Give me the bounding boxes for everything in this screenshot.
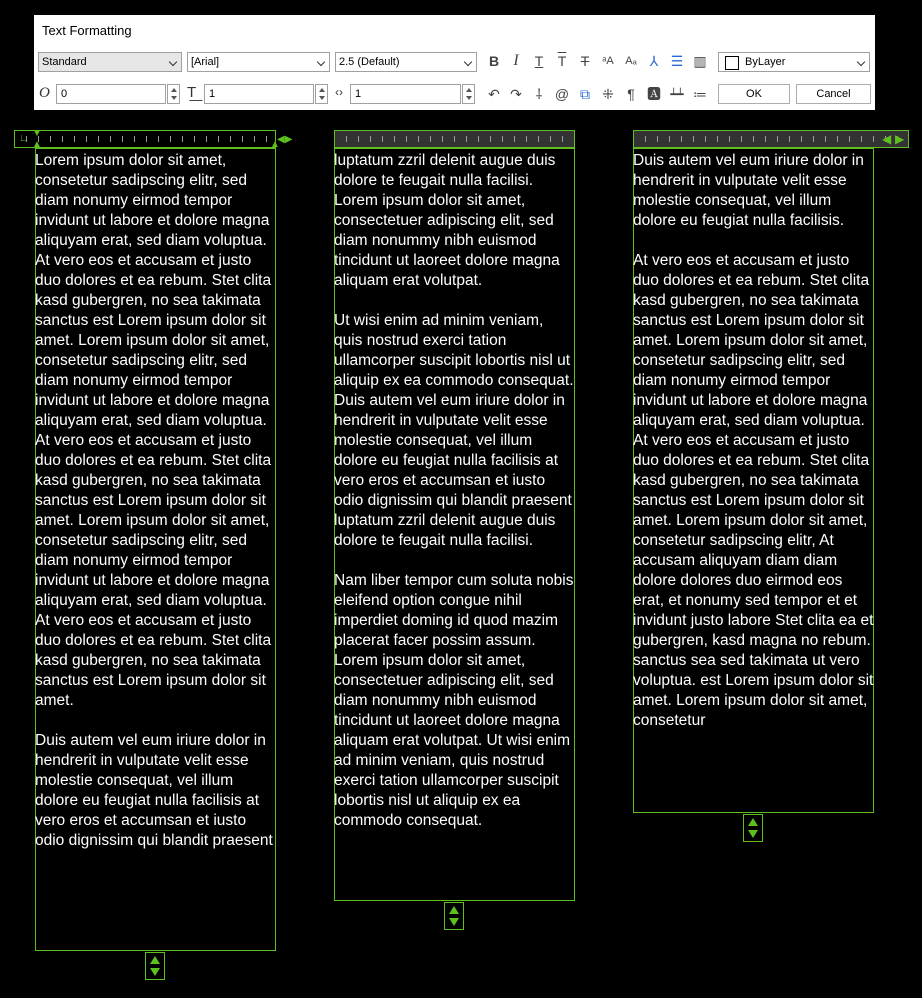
arrow-right-icon[interactable]: ▶ <box>895 132 905 146</box>
width-factor-icon: ‹› <box>335 85 343 99</box>
chevron-down-icon <box>464 58 472 66</box>
font-dropdown[interactable] <box>187 52 330 72</box>
style-value: Standard <box>42 56 87 68</box>
column-1-text[interactable]: Lorem ipsum dolor sit amet, consetetur sadipscing elitr, sed diam nonumy eirmod tempor invidunt ut labore et dolore magna aliquyam erat, sed diam voluptua. At vero eos et accusam et justo duo dolores et ea rebum. Stet clita kasd gubergren, no sea takimata sanctus est Lorem ipsum dolor sit amet. Lorem ipsum dolor sit amet, consetetur sadipscing elitr, sed diam nonumy eirmod tempor invidunt ut labore et dolore magna aliquyam erat, sed diam voluptua. At vero eos et accusam et justo duo dolores et ea rebum. Stet clita kasd gubergren, no sea takimata sanctus est Lorem ipsum dolor sit amet. Lorem ipsum dolor sit amet, consetetur sadipscing elitr, sed diam nonumy eirmod tempor invidunt ut labore et dolore magna aliquyam erat, sed diam voluptua. At vero eos et accusam et justo duo dolores et ea rebum. Stet clita kasd gubergren, no sea takimata sanctus est Lorem ipsum dolor sit amet. Duis autem vel eum iriure dolor in hendrerit in vulputate velit esse molestie consequat, vel illum dolore eu feugiat nulla facilisis at vero eros et accumsan et iusto odio dignissim qui blandit praesent <box>35 152 273 849</box>
ruler-icon[interactable]: ┷┷ <box>670 88 684 101</box>
tracking-input[interactable]: 1 <box>204 84 314 104</box>
column-height-grip-icon[interactable] <box>444 902 464 930</box>
chevron-down-icon <box>317 58 325 66</box>
width-factor-spinner[interactable] <box>462 84 475 104</box>
column-2-text[interactable]: luptatum zzril delenit augue duis dolore te feugait nulla facilisi. Lorem ipsum dolor sit amet, consectetuer adipiscing elit, sed diam nonummy nibh euismod tincidunt ut laoreet dolore magna aliquam erat volutpat. Ut wisi enim ad minim veniam, quis nostrud exerci tation ullamcorper suscipit lobortis nisl ut aliquip ex ea commodo consequat. Duis autem vel eum iriure dolor in hendrerit in vulputate velit esse molestie consequat, vel illum dolore eu feugiat nulla facilisis at vero eros et accumsan et iusto odio dignissim qui blandit praesent luptatum zzril delenit augue duis dolore te feugait nulla facilisi. Nam liber tempor cum soluta nobis eleifend option congue nihil imperdiet doming id quod mazim placerat facer possim assum. Lorem ipsum dolor sit amet, consectetuer adipiscing elit, sed diam nonummy nibh euismod tincidunt ut laoreet dolore magna aliquam erat volutpat. Ut wisi enim ad minim veniam, quis nostrud exerci tation ullamcorper suscipit lobortis nisl ut aliquip ex ea commodo consequat. <box>334 152 574 829</box>
oblique-angle-input[interactable]: 0 <box>56 84 166 104</box>
indent-marker-icon[interactable]: ▼ <box>32 128 42 139</box>
tracking-spinner[interactable] <box>315 84 328 104</box>
ruler-column-1[interactable] <box>14 128 280 150</box>
column-height-grip-icon[interactable] <box>145 952 165 980</box>
color-swatch <box>725 56 739 70</box>
column-height-grip-icon[interactable] <box>743 814 763 842</box>
style-dropdown[interactable] <box>38 52 182 72</box>
chevron-down-icon <box>857 58 865 66</box>
bold-icon[interactable]: B <box>488 53 500 69</box>
strikethrough-icon[interactable]: T <box>580 53 590 69</box>
right-margin-icon[interactable]: ▲ <box>270 139 280 150</box>
indent-marker-icon[interactable]: ▲ <box>32 139 42 150</box>
overline-icon[interactable]: $\overline{T}$ <box>557 53 567 69</box>
arrow-left-icon[interactable]: ◀ <box>882 132 892 146</box>
toolbar-title: Text Formatting <box>42 23 132 38</box>
chevron-down-icon <box>169 58 177 66</box>
ok-button[interactable]: OK <box>718 84 790 104</box>
background-mask-icon[interactable]: 🅰 <box>647 86 661 102</box>
text-height-dropdown[interactable] <box>335 52 477 72</box>
tab-stop-icon: ∟ <box>19 133 29 144</box>
color-dropdown[interactable] <box>718 52 870 72</box>
line-spacing-icon[interactable]: ☰ <box>670 52 684 69</box>
oblique-angle-spinner[interactable] <box>167 84 180 104</box>
columns-icon[interactable]: ▥ <box>693 52 707 69</box>
lowercase-icon[interactable]: ᵃA <box>602 55 614 67</box>
ruler-column-3[interactable] <box>633 130 909 148</box>
symbol-icon[interactable]: @ <box>554 86 570 102</box>
italic-icon[interactable]: I <box>513 52 519 69</box>
column-3-text[interactable]: Duis autem vel eum iriure dolor in hendrerit in vulputate velit esse molestie consequat, vel illum dolore eu feugiat nulla facilisis. At vero eos et accusam et justo duo dolores et ea rebum. Stet clita kasd gubergren, no sea takimata sanctus est Lorem ipsum dolor sit amet. Lorem ipsum dolor sit amet, consetetur sadipscing elitr, sed diam nonumy eirmod tempor invidunt ut labore et dolore magna aliquyam erat, sed diam voluptua. At vero eos et accusam et justo duo dolores et ea rebum. Stet clita kasd gubergren, no sea takimata sanctus est Lorem ipsum dolor sit amet. Lorem ipsum dolor sit amet, consetetur sadipscing elitr, At accusam aliquyam diam diam dolore dolores duo eirmod eos erat, et nonumy sed tempor et et invidunt justo labore Stet clita ea et gubergren, kasd magna no rebum. sanctus sea sed takimata ut vero voluptua. est Lorem ipsum dolor sit amet. Lorem ipsum dolor sit amet, consetetur <box>633 152 874 729</box>
column-width-arrows-icon[interactable]: ◀▶ <box>277 134 293 145</box>
ruler-column-2[interactable] <box>334 130 575 148</box>
font-value: [Arial] <box>191 56 220 68</box>
uppercase-icon[interactable]: Aₐ <box>625 55 637 67</box>
anchor-icon[interactable]: ⸸ <box>535 85 543 102</box>
text-height-value: 2.5 (Default) <box>339 56 400 68</box>
find-replace-icon[interactable]: ⁜ <box>602 85 614 102</box>
width-factor-input[interactable]: 1 <box>350 84 461 104</box>
oblique-angle-icon: O <box>39 85 50 101</box>
tracking-icon: T͟ <box>187 84 197 101</box>
color-value: ByLayer <box>745 56 786 68</box>
paragraph-icon[interactable]: ¶ <box>627 86 635 102</box>
undo-icon[interactable]: ↶ <box>488 85 500 102</box>
redo-icon[interactable]: ↷ <box>510 85 522 102</box>
cancel-button[interactable]: Cancel <box>796 84 871 104</box>
text-formatting-toolbar <box>34 15 875 110</box>
numbering-icon[interactable]: ≔ <box>693 85 707 102</box>
underline-icon[interactable]: T <box>534 53 544 69</box>
insert-field-icon[interactable]: ⧉ <box>580 85 590 102</box>
stack-icon[interactable]: ⅄ <box>649 52 659 69</box>
